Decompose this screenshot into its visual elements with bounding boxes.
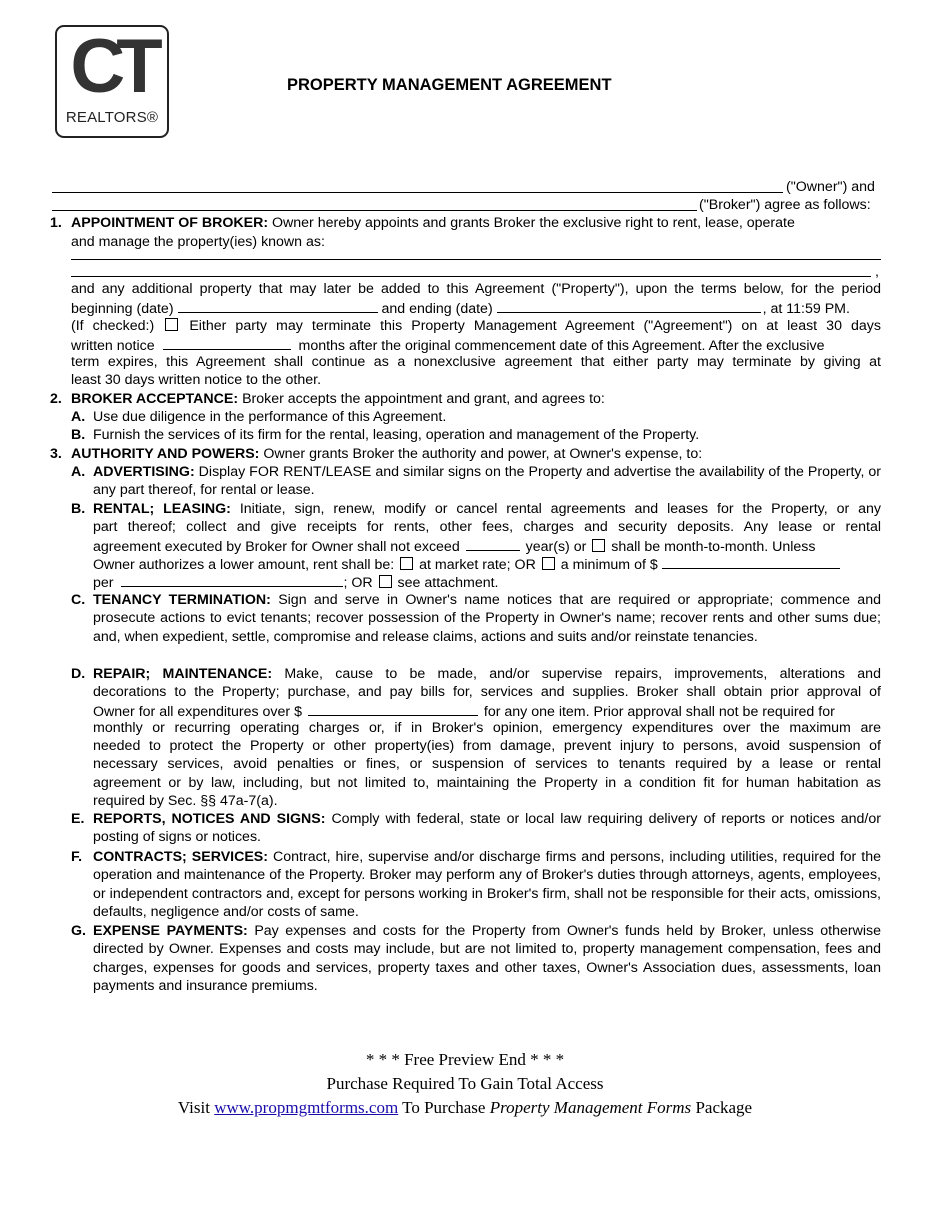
or-text: ; OR [343,575,373,591]
section-3f-paragraph [93,848,881,921]
section-2-number: 2. [50,391,62,407]
notice-months-field[interactable] [163,335,291,350]
section-1-number: 1. [50,215,62,231]
section-1-line-5 [71,317,881,335]
section-3g-label: G. [71,923,86,939]
section-2-text: Broker accepts the appointment and grant, and agrees to: [242,391,605,407]
max-expenditure-field[interactable] [308,701,478,716]
logo-mark: CT [70,24,154,109]
section-1-line-7: term expires, this Agreement shall continue as a nonexclusive agreement that either party may terminate by giving at [71,354,881,370]
section-3b-line-1 [93,500,881,518]
broker-name-field[interactable] [52,204,697,211]
section-3g-text: Pay expenses and costs for the Property from Owner's funds held by Broker, unless otherwise directed by Owner. Expenses and costs may include, but are not limited to, property management compensation, fees and charges, expenses for goods and services, property taxes and other taxes, Owner's Association dues, assessments, loan payments and insurance premiums. [93,923,881,994]
section-3d-line-2: decorations to the Property; purchase, and pay bills for, services and supplies. Broker shall obtain prior approval of [93,684,881,700]
section-3d-line-5: needed to protect the Property or other property(ies) from damage, prevent injury to persons, avoid suspension of [93,738,881,754]
package-name: Property Management Forms [489,1098,692,1117]
minimum-rent-field[interactable] [662,554,840,569]
lease-term-text: agreement executed by Broker for Owner shall not exceed [93,539,460,555]
ct-realtors-logo [55,25,169,138]
minimum-text: a minimum of $ [560,557,658,573]
logo-subtitle: REALTORS® [65,109,159,126]
section-3d-text-1: Make, cause to be made, and/or supervise repairs, improvements, alterations and [284,666,881,682]
end-time-label: , at 11:59 PM. [762,301,850,317]
purchase-line [0,1097,930,1119]
month-to-month-checkbox[interactable] [592,539,605,552]
section-3b-label: B. [71,501,86,517]
expenditures-text: Owner for all expenditures over $ [93,704,302,720]
section-3d-label: D. [71,666,86,682]
section-1-line-4 [71,298,850,318]
section-3g-paragraph [93,922,881,995]
rent-text: Owner authorizes a lower amount, rent shall be: [93,557,395,573]
broker-label: ("Broker") agree as follows: [699,197,871,213]
owner-name-field[interactable] [52,186,783,193]
section-3a-label: A. [71,464,86,480]
section-1-heading: APPOINTMENT OF BROKER: [71,215,269,231]
section-3-heading: AUTHORITY AND POWERS: [71,446,260,462]
property-address-field-2[interactable] [71,271,871,277]
section-3e-label: E. [71,811,85,827]
terminate-checkbox[interactable] [165,318,178,331]
section-3-text: Owner grants Broker the authority and power, at Owner's expense, to: [263,446,703,462]
section-3c-text: Sign and serve in Owner's name notices that are required or appropriate; commence and prosecute actions to evict tenants; recover possession of the Property in Owner's name; recover rents and other sums due; and, when expedient, settle, compromise and release claims, actions and suits and/or reinstate tenancies. [93,592,881,645]
package-text: Package [695,1098,753,1117]
section-3d-line-1 [93,665,881,683]
section-3f-heading: CONTRACTS; SERVICES: [93,849,268,865]
beginning-date-label: beginning (date) [71,301,174,317]
per-text: per [93,575,114,591]
section-3c-heading: TENANCY TERMINATION: [93,592,271,608]
section-3a-heading: ADVERTISING: [93,464,195,480]
beginning-date-field[interactable] [178,298,378,313]
if-checked-label: (If checked:) [71,318,155,334]
section-3b-line-2: part thereof; collect and give receipts for rents, other fees, charges and security deposits. Any lease or rental [93,519,881,535]
month-to-month-text: shall be month-to-month. Unless [611,539,816,555]
preview-end-notice: * * * Free Preview End * * * [365,1050,565,1069]
section-1-line-1 [71,214,795,232]
purchase-link[interactable]: www.propmgmtforms.com [214,1098,399,1117]
to-purchase-text: To Purchase [402,1098,486,1117]
years-text: year(s) or [525,539,587,555]
section-3b-text-1: Initiate, sign, renew, modify or cancel rental agreements and leases for the Property, or any [239,501,881,517]
section-3e-text: Comply with federal, state or local law requiring delivery of reports or notices and/or posting of signs or notices. [93,811,881,846]
minimum-rent-checkbox[interactable] [542,557,555,570]
section-3d-line-6: necessary services, avoid penalties or fines, or suspension of services to tenants required by a lease or rental [93,756,881,772]
section-1-line-3: and any additional property that may later be added to this Agreement ("Property"), upon the terms below, for the period [71,281,881,297]
owner-label: ("Owner") and [786,179,875,195]
section-2b-text: Furnish the services of its firm for the rental, leasing, operation and management of the Property. [93,427,700,443]
market-rate-checkbox[interactable] [400,557,413,570]
section-3e-paragraph [93,810,881,847]
section-3a-paragraph [93,463,881,500]
section-1-text: Owner hereby appoints and grants Broker the exclusive right to rent, lease, operate [272,215,795,231]
ending-date-label: and ending (date) [381,301,493,317]
section-3d-line-7: agreement or by law, including, but not limited to, maintaining the Property in a condition fit for human habitation as [93,775,881,791]
months-text: months after the original commencement date of this Agreement. After the exclusive [298,338,825,354]
section-2-line [71,390,605,408]
section-2a-text: Use due diligence in the performance of this Agreement. [93,409,447,425]
section-3f-text: Contract, hire, supervise and/or discharge firms and persons, including utilities, required for the operation and maintenance of the Property. Broker may perform any of Broker's duties through attorneys, agents, employees, or independent contractors and, except for persons working in Broker's firm, shall not be responsible for their acts, omissions, defaults, negligence and/or costs of same. [93,849,881,920]
written-notice-label: written notice [71,338,155,354]
section-3a-text: Display FOR RENT/LEASE and similar signs on the Property and advertise the availability of the Property, or any part thereof, for rental or lease. [93,464,881,499]
section-3b-line-5 [93,572,499,592]
market-rate-text: at market rate; OR [419,557,536,573]
property-address-field-1[interactable] [71,253,881,260]
section-1-line-2: and manage the property(ies) known as: [71,234,325,250]
section-1-line-8: least 30 days written notice to the other. [71,372,322,388]
section-3-number: 3. [50,446,62,462]
section-3d-heading: REPAIR; MAINTENANCE: [93,666,273,682]
section-3d-line-8: required by Sec. §§ 47a-7(a). [93,793,278,809]
section-3e-heading: REPORTS, NOTICES AND SIGNS: [93,811,326,827]
purchase-required-notice: Purchase Required To Gain Total Access [326,1074,604,1093]
section-3d-line-4: monthly or recurring operating charges or, if in Broker's opinion, emergency expenditures over the maximum are [93,720,881,736]
see-attachment-checkbox[interactable] [379,575,392,588]
ending-date-field[interactable] [497,298,761,313]
any-one-item-text: for any one item. Prior approval shall not be required for [483,704,835,720]
section-3-line [71,445,702,463]
section-2b-label: B. [71,427,86,443]
see-attachment-text: see attachment. [397,575,499,591]
section-3f-label: F. [71,849,83,865]
visit-text: Visit [177,1098,210,1117]
section-3b-heading: RENTAL; LEASING: [93,501,231,517]
rent-period-field[interactable] [121,572,343,587]
terminate-text: Either party may terminate this Property Management Agreement ("Agreement") on at least 30 days [189,318,881,334]
section-3g-heading: EXPENSE PAYMENTS: [93,923,248,939]
address-comma: , [875,264,879,280]
section-2-heading: BROKER ACCEPTANCE: [71,391,239,407]
section-2a-label: A. [71,409,86,425]
section-3c-label: C. [71,592,86,608]
lease-years-field[interactable] [466,536,520,551]
section-3c-paragraph [93,591,881,646]
page-title: PROPERTY MANAGEMENT AGREEMENT [287,76,612,94]
